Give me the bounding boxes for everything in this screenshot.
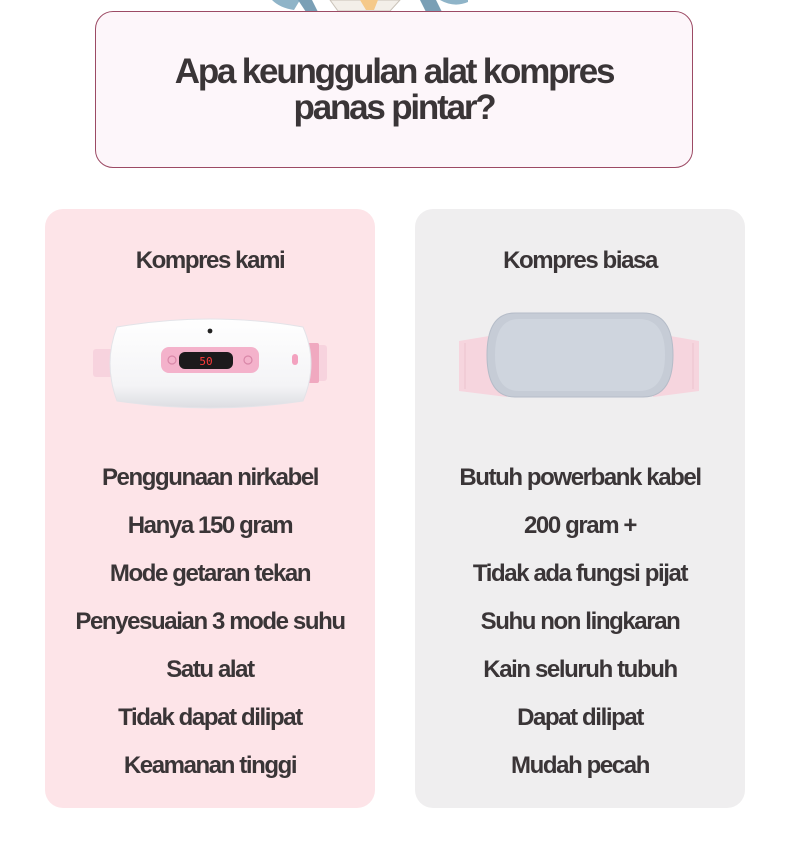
feature-item: Penyesuaian 3 mode suhu (75, 608, 345, 635)
feature-item: Tidak ada fungsi pijat (472, 560, 688, 587)
feature-item: Penggunaan nirkabel (101, 464, 319, 491)
feature-item: Butuh powerbank kabel (459, 464, 701, 491)
headline-box (95, 11, 693, 168)
card-title-regular: Kompres biasa (503, 247, 657, 274)
headline-line-2: panas pintar? (293, 87, 495, 127)
display-readout: 50 (199, 355, 213, 368)
feature-list-ours (45, 459, 375, 795)
fabric-heating-pad-image (415, 309, 745, 419)
feature-item: 200 gram + (523, 512, 637, 539)
feature-item: Keamanan tinggi (123, 752, 297, 779)
card-title-ours: Kompres kami (135, 247, 285, 274)
card-our-compress (45, 209, 375, 808)
smart-heating-belt-image (45, 309, 375, 419)
feature-list-regular (415, 459, 745, 795)
feature-item: Tidak dapat dilipat (118, 704, 302, 731)
feature-item: Hanya 150 gram (127, 512, 293, 539)
feature-item: Mode getaran tekan (109, 560, 311, 587)
card-regular-compress (415, 209, 745, 808)
feature-item: Mudah pecah (511, 752, 649, 779)
feature-item: Suhu non lingkaran (480, 608, 680, 635)
feature-item: Dapat dilipat (517, 704, 643, 731)
headline-line-1: Apa keunggulan alat kompres (174, 51, 614, 91)
feature-item: Kain seluruh tubuh (483, 656, 677, 683)
feature-item: Satu alat (166, 656, 254, 683)
